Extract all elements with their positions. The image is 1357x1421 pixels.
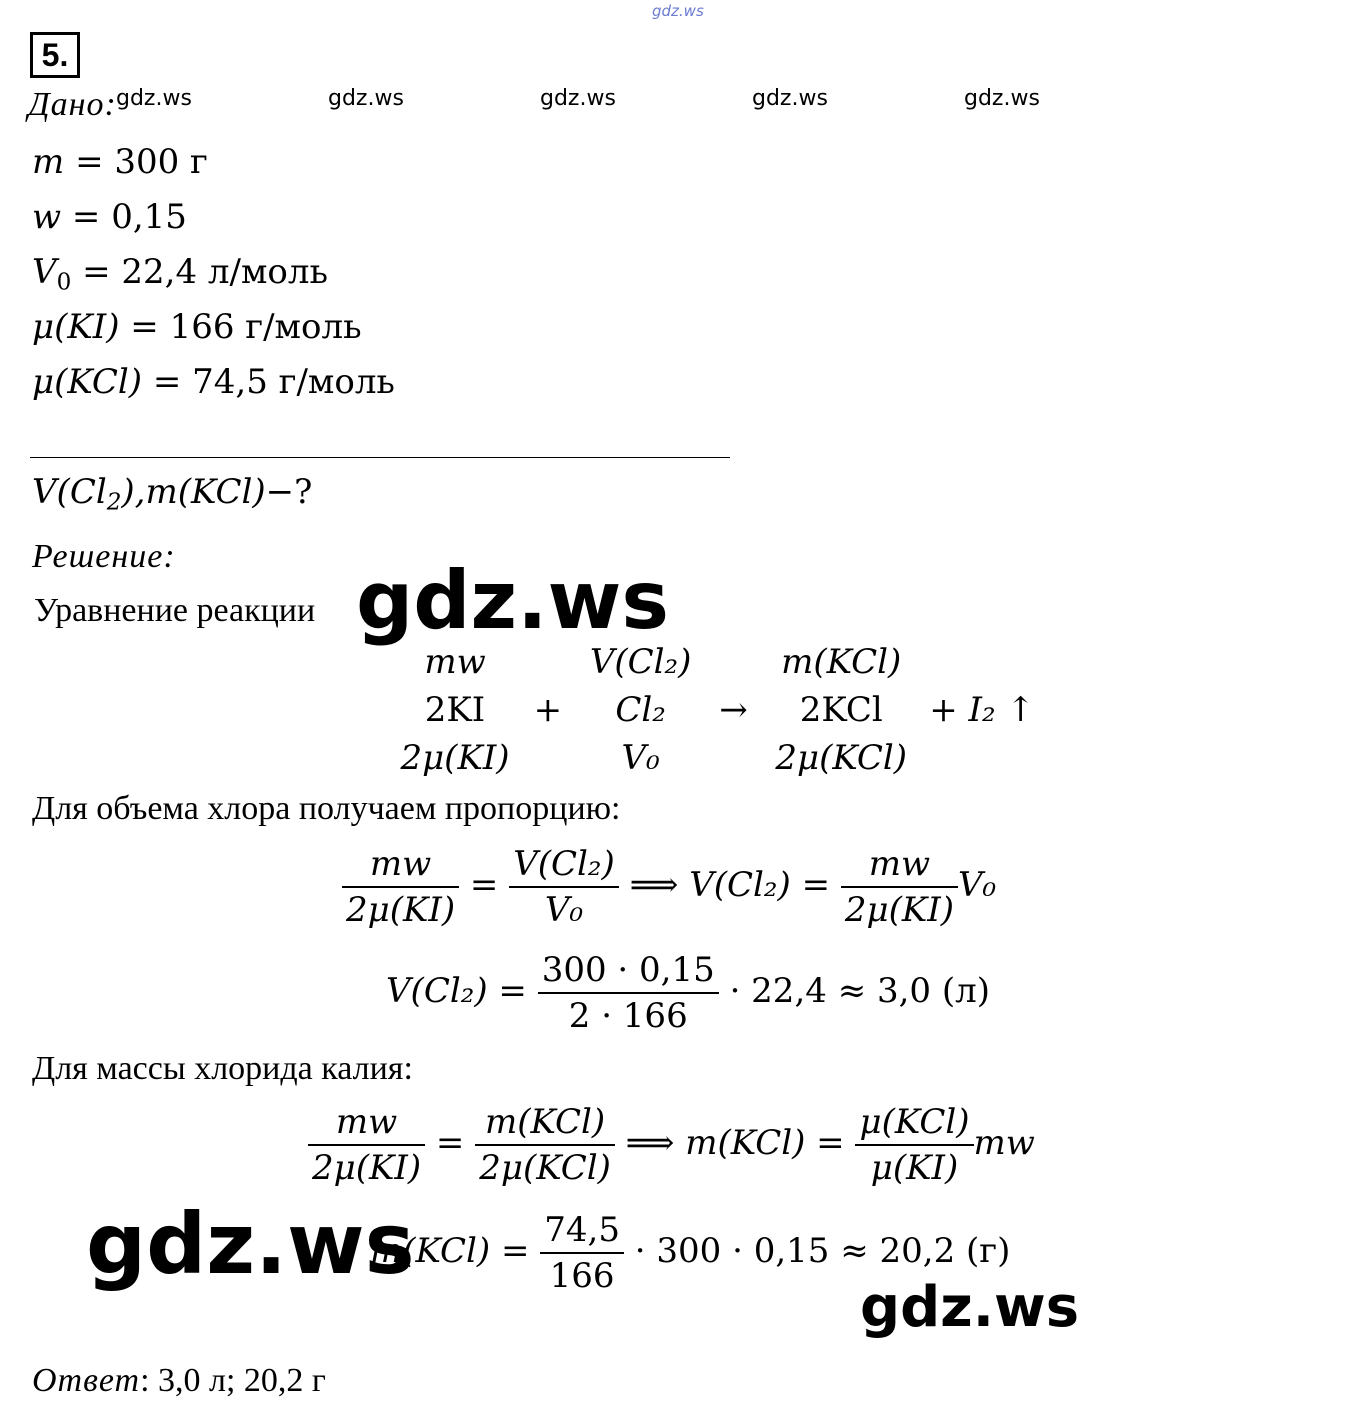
watermark-large-1: gdz.ws [356, 554, 670, 647]
mass-calculation: m(KCl) = $\frac{74,5}{166}$ · 300 · 0,15 ≈ 20,2 (г) [370, 1208, 1010, 1298]
watermark-row-1: gdz.ws [116, 86, 192, 111]
answer-value: : 3,0 л; 20,2 г [140, 1362, 326, 1399]
given-molar-mass-kcl: μ(KCl) = 74,5 г/моль [32, 362, 395, 402]
mass-text: Для массы хлорида калия: [32, 1050, 413, 1087]
watermark-row-3: gdz.ws [540, 86, 616, 111]
given-molar-volume: $V_0 = 22,4$ л/моль [32, 252, 328, 296]
reaction-equation [395, 638, 1037, 782]
watermark-row-4: gdz.ws [752, 86, 828, 111]
given-divider [30, 457, 730, 458]
given-label: Дано: [28, 86, 117, 123]
mass-proportion: $\frac{mw}{2\mu(KI)}$ = $\frac{\text{m(KCl)}}{\text{2μ(KCl)}}$ ⟹ m(KCl) = $\frac{\text{μ(KCl)}}{\mu(KI)}$ mw [308, 1100, 1035, 1190]
answer-label: Ответ [32, 1362, 141, 1399]
watermark-large-3: gdz.ws [860, 1275, 1080, 1340]
watermark-large-2: gdz.ws [86, 1195, 415, 1293]
solution-label: Решение: [32, 538, 176, 575]
reaction-arrow: → [719, 690, 748, 730]
reaction-col-i2: + I₂ ↑ [929, 690, 1035, 730]
reaction-label: Уравнение реакции [34, 592, 316, 629]
reaction-col-cl2: V(Cl₂) Cl₂ V₀ [589, 642, 692, 778]
given-mass: m = 300 г [32, 142, 208, 182]
watermark-row-5: gdz.ws [964, 86, 1040, 111]
answer-line [32, 1362, 326, 1400]
watermark-top: gdz.ws [652, 2, 704, 20]
reaction-plus-1: + [533, 690, 563, 730]
volume-calculation: V(Cl₂) = $\frac{300 \cdot 0,15}{2 \cdot 166}$ · 22,4 ≈ 3,0 (л) [386, 948, 990, 1038]
task-number: 5. [30, 32, 80, 78]
volume-text: Для объема хлора получаем пропорцию: [32, 790, 621, 827]
reaction-col-ki: mw 2KI 2μ(KI) [400, 642, 510, 778]
given-molar-mass-ki: μ(KI) = 166 г/моль [32, 307, 362, 347]
reaction-col-kcl: m(KCl) 2KCl 2μ(KCl) [775, 642, 908, 778]
volume-proportion: $\frac{mw}{2\mu(KI)}$ = $\frac{\text{V(Cl₂)}}{\text{V₀}}$ ⟹ V(Cl₂) = $\frac{mw}{2\mu(KI)}$ V₀ [342, 842, 996, 932]
find-line: $V(Cl_2),m(KCl)-$? [32, 472, 313, 516]
given-fraction: w = 0,15 [32, 197, 187, 237]
watermark-row-2: gdz.ws [328, 86, 404, 111]
